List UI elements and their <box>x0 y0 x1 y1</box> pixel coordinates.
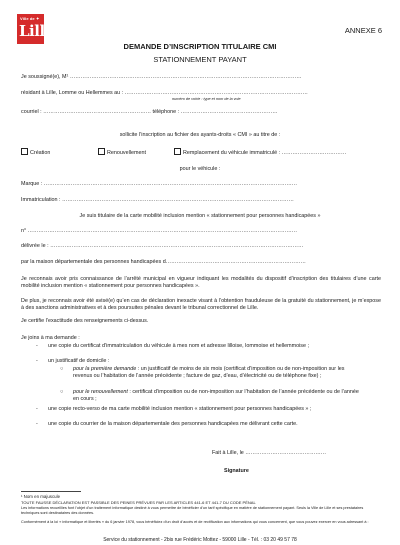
resident-hint: numéro de voirie : type et nom de la voie <box>172 97 241 101</box>
joins-dash: - <box>36 406 38 412</box>
footer-address: Service du stationnement - 2bis rue Frédéric Mottez - 59000 Lille - Tél. : 03 20 49 57 78 <box>103 537 297 543</box>
sub-premiere-text: : un justificatif de moins de six mois (certificat d’imposition ou de non-imposition sur les revenus ou l’habitation de l’année précédente ; facture de gaz, d’eau, d’électricité ou de téléphone fixe) ; <box>73 366 345 379</box>
option-creation[interactable] <box>21 148 50 156</box>
sub-premiere-em: pour la première demande <box>73 366 137 372</box>
joins-item-immatriculation: une copie du certificat d’immatriculation du véhicule à mes nom et adresse lilloise, lommoise et hellemmoise ; <box>48 343 309 349</box>
checkbox-remplacement[interactable] <box>174 148 181 155</box>
page-subtitle: STATIONNEMENT PAYANT <box>153 55 247 64</box>
joins-item-carte: une copie recto-verso de ma carte mobilité inclusion mention « stationnement pour personnes handicapées » ; <box>48 406 312 412</box>
joins-intro: Je joins à ma demande : <box>21 335 80 341</box>
signature-label: Signature <box>224 468 249 474</box>
joins-item-domicile: un justificatif de domicile : <box>48 358 110 364</box>
paragraph-sanctions: De plus, je reconnais avoir été avisé(e) qu’en cas de déclaration inexacte visant à l’obtention frauduleuse de la gratuité du stationnement, je m’expose à des sanctions administratives et à des poursuites pénales devant le tribunal correctionnel de Lille. <box>21 298 381 311</box>
annex-label: ANNEXE 6 <box>344 26 382 35</box>
numero-field[interactable]: n° …………………………………………………………………………………………………………………………………… <box>21 228 298 234</box>
sub-bullet: ○ <box>60 366 64 372</box>
sub-bullet: ○ <box>60 389 64 395</box>
logo-small-text: Ville de ✦ <box>20 16 40 21</box>
cnil-info: Conformément à la loi « informatique et libertés » du 6 janvier 1978, vous bénéficiez d’un droit d’accès et de rectification aux informations qui vous concernent, que vous pouvez exercer en vous adressant à : <box>21 520 369 524</box>
courriel-telephone-field[interactable]: courriel : …………………………………………………… téléphone : ……………………………………………… <box>21 109 278 115</box>
paragraph-certifie: Je certifie l’exactitude des renseignements ci-dessus. <box>21 318 149 324</box>
sollicite-text: sollicite l’inscription au fichier des ayants-droits « CMI » au titre de : <box>119 132 281 138</box>
option-remplacement-label: Remplacement du véhicule immatriculé : ……………………………… <box>183 150 347 156</box>
option-renouvellement[interactable] <box>98 148 146 156</box>
titulaire-text: Je suis titulaire de la carte mobilité inclusion mention « stationnement pour personnes handicapées » <box>79 213 321 219</box>
checkbox-creation[interactable] <box>21 148 28 155</box>
joins-sub-premiere <box>73 366 362 379</box>
ville-de-lille-logo <box>17 14 54 44</box>
joins-item-courrier: une copie du courrier de la maison départementale des personnes handicapées me délivrant cette carte. <box>48 421 298 427</box>
joins-dash: - <box>36 358 38 364</box>
option-creation-label: Création <box>30 150 51 156</box>
checkbox-renouvellement[interactable] <box>98 148 105 155</box>
maison-field[interactable]: par la maison départementale des personnes handicapées d…………………………………………………………………… <box>21 259 306 265</box>
marque-field[interactable]: Marque : …………………………………………………………………………………………………………………………… <box>21 181 298 187</box>
pour-vehicule-text: pour le véhicule : <box>179 166 221 172</box>
soussigne-field[interactable]: Je soussigné(e), M¹ ………………………………………………………………………………………………………………… <box>21 74 302 80</box>
joins-dash: - <box>36 421 38 427</box>
data-info: Les informations recueillies font l’objet d’un traitement informatique destiné à vous permettre de bénéficier d’un tarif spécifique en matière de stationnement payant. Seuls la Ville de Lille et ses prestataires techniques sont destinataires des données. <box>21 506 364 515</box>
sub-renouvellement-text: : certificat d’imposition ou de non-imposition sur l’habitation de l’année précédente ou de l’année en cours ; <box>73 389 359 402</box>
fait-a-lille-field[interactable]: Fait à Lille, le ……………………………………… <box>212 450 327 456</box>
paragraph-reconnais: Je reconnais avoir pris connaissance de l’arrêté municipal en vigueur indiquant les modalités du dispositif d’inscription des titulaires d’une carte mobilité inclusion mention « stationnement pour personnes handicapées ». <box>21 276 381 289</box>
footnote-separator <box>21 491 81 492</box>
delivree-field[interactable]: délivrée le : …………………………………………………………………………………………………………………………… <box>21 243 304 249</box>
page-title: DEMANDE D’INSCRIPTION TITULAIRE CMI <box>123 42 277 51</box>
legal-warning: TOUTE FAUSSE DÉCLARATION EST PASSIBLE DES PEINES PRÉVUES PAR LES ARTICLES 441-6 ET 441-7 DU CODE PÉNAL <box>21 500 256 505</box>
option-remplacement[interactable] <box>174 148 346 156</box>
footnote: ¹ Nom en majuscule <box>21 494 61 499</box>
logo-big-text: Lille <box>19 22 54 40</box>
joins-dash: - <box>36 343 38 349</box>
option-renouvellement-label: Renouvellement <box>107 150 146 156</box>
immatriculation-field[interactable]: Immatriculation : ………………………………………………………………………………………………………………… <box>21 197 294 203</box>
joins-sub-renouvellement <box>73 389 362 402</box>
resident-field[interactable]: résidant à Lille, Lomme ou Hellemmes au : ………………………………………………………………………………………… <box>21 90 308 96</box>
sub-renouvellement-em: pour le renouvellement <box>73 389 128 395</box>
